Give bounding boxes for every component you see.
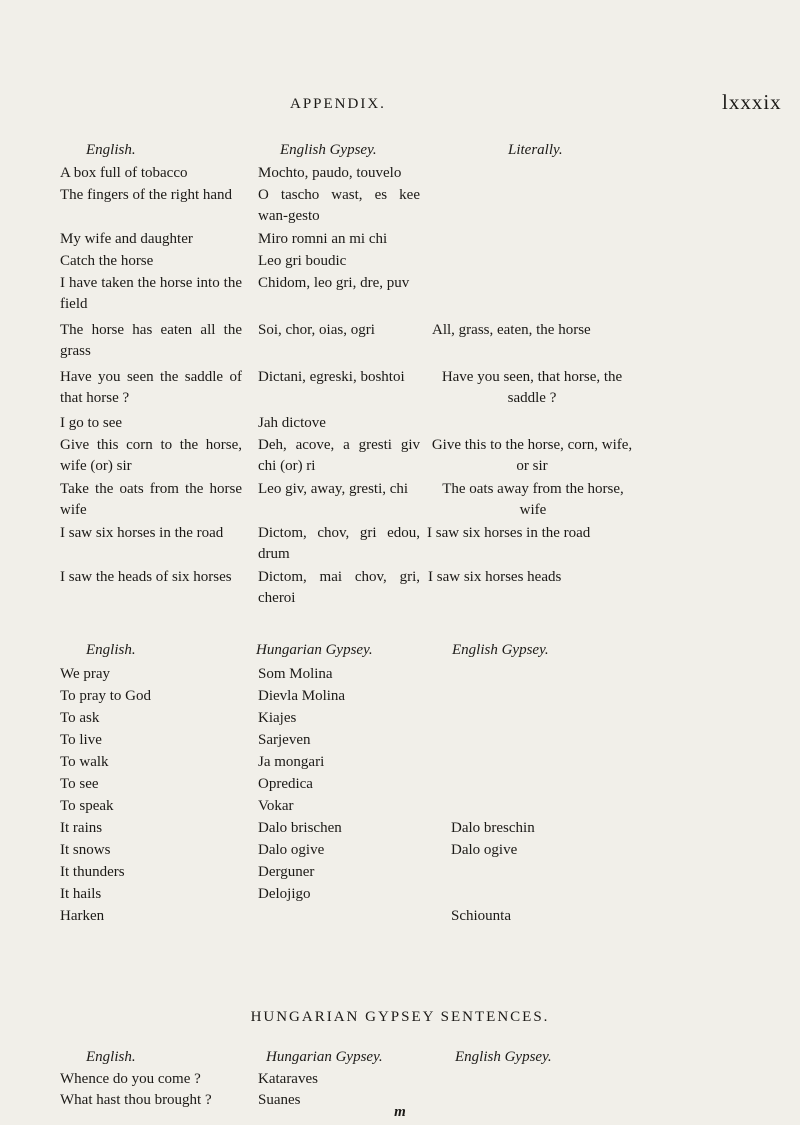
table2-hungarian: Derguner — [258, 864, 315, 880]
table1-header-literally: Literally. — [508, 142, 563, 158]
table1-literal: Give this to the horse, corn, wife, or sir — [431, 437, 633, 474]
table1-literal: The oats away from the horse, wife — [442, 481, 624, 518]
table2-english: To see — [60, 776, 99, 792]
table1-english: I have taken the horse into the field — [60, 275, 242, 312]
section-title: HUNGARIAN GYPSEY SENTENCES. — [250, 1009, 550, 1025]
table2-english: We pray — [60, 666, 111, 682]
signature-mark: m — [394, 1104, 406, 1120]
table2-hungarian: Vokar — [258, 798, 294, 814]
table2-english: To walk — [60, 754, 109, 770]
table2-hungarian: Delojigo — [258, 886, 311, 902]
table2-hungarian: Dievla Molina — [258, 688, 346, 704]
table1-gypsey: Dictom, mai chov, gri, cheroi — [258, 569, 420, 606]
table1-gypsey: Leo gri boudic — [258, 253, 347, 269]
table2-english: Harken — [60, 908, 105, 924]
table2-hungarian: Sarjeven — [258, 732, 311, 748]
table2-english: It hails — [60, 886, 102, 902]
table2-english-gypsey: Dalo ogive — [451, 842, 518, 858]
table3-hungarian: Kataraves — [258, 1071, 318, 1087]
table2-header-hungarian-gypsey: Hungarian Gypsey. — [256, 642, 373, 658]
table2-english: To ask — [60, 710, 100, 726]
table2-hungarian: Opredica — [258, 776, 313, 792]
table1-gypsey: Leo giv, away, gresti, chi — [258, 481, 409, 497]
table2-english: It snows — [60, 842, 111, 858]
table1-english: My wife and daughter — [60, 231, 193, 247]
table1-header-english-gypsey: English Gypsey. — [280, 142, 377, 158]
table2-english: It rains — [60, 820, 103, 836]
table2-english: To live — [60, 732, 102, 748]
table1-english: Give this corn to the horse, wife (or) sir — [60, 437, 242, 474]
table1-header-english: English. — [86, 142, 136, 158]
table1-gypsey: Dictani, egreski, boshtoi — [258, 369, 405, 385]
table1-english: A box full of tobacco — [60, 165, 188, 181]
table1-gypsey: Mochto, paudo, touvelo — [258, 165, 402, 181]
table3-english: Whence do you come ? — [60, 1071, 201, 1087]
table1-gypsey: Jah dictove — [258, 415, 326, 431]
table1-english: Catch the horse — [60, 253, 154, 269]
table2-header-english-gypsey: English Gypsey. — [452, 642, 549, 658]
table3-header-english: English. — [86, 1049, 136, 1065]
table3-hungarian: Suanes — [258, 1092, 301, 1108]
table2-hungarian: Kiajes — [258, 710, 297, 726]
table2-hungarian: Dalo brischen — [258, 820, 342, 836]
table3-header-hungarian-gypsey: Hungarian Gypsey. — [266, 1049, 383, 1065]
page-header — [0, 90, 800, 126]
table1-english: I go to see — [60, 415, 123, 431]
table2-hungarian: Ja mongari — [258, 754, 325, 770]
running-head: APPENDIX. — [290, 96, 386, 112]
table2-hungarian: Som Molina — [258, 666, 333, 682]
table1-english: The fingers of the right hand — [60, 187, 233, 203]
table2-english-gypsey: Dalo breschin — [451, 820, 535, 836]
table1-gypsey: O tascho wast, es kee wan-gesto — [258, 187, 420, 224]
table1-gypsey: Dictom, chov, gri edou, drum — [258, 525, 420, 562]
table1-gypsey: Soi, chor, oias, ogri — [258, 322, 375, 338]
table1-gypsey: Miro romni an mi chi — [258, 231, 388, 247]
table3-english: What hast thou brought ? — [60, 1092, 212, 1108]
table2-hungarian: Dalo ogive — [258, 842, 325, 858]
table2-header-english: English. — [86, 642, 136, 658]
table1-gypsey: Chidom, leo gri, dre, puv — [258, 275, 410, 291]
table1-gypsey: Deh, acove, a gresti giv chi (or) ri — [258, 437, 420, 474]
page-number: lxxxix — [722, 90, 782, 114]
table1-literal: Have you seen, that horse, the saddle ? — [441, 369, 623, 406]
table2-english-gypsey: Schiounta — [451, 908, 511, 924]
table2-english: It thunders — [60, 864, 125, 880]
table1-english: I saw six horses in the road — [60, 525, 224, 541]
table1-literal: I saw six horses heads — [428, 569, 562, 585]
table1-english: The horse has eaten all the grass — [60, 322, 242, 359]
table1-literal: I saw six horses in the road — [427, 525, 591, 541]
table3-header-english-gypsey: English Gypsey. — [455, 1049, 552, 1065]
table1-literal: All, grass, eaten, the horse — [432, 322, 591, 338]
table1-english: I saw the heads of six horses — [60, 569, 232, 585]
table2-english: To pray to God — [60, 688, 152, 704]
table1-english: Have you seen the saddle of that horse ? — [60, 369, 242, 406]
table1-english: Take the oats from the horse wife — [60, 481, 242, 518]
table2-english: To speak — [60, 798, 114, 814]
